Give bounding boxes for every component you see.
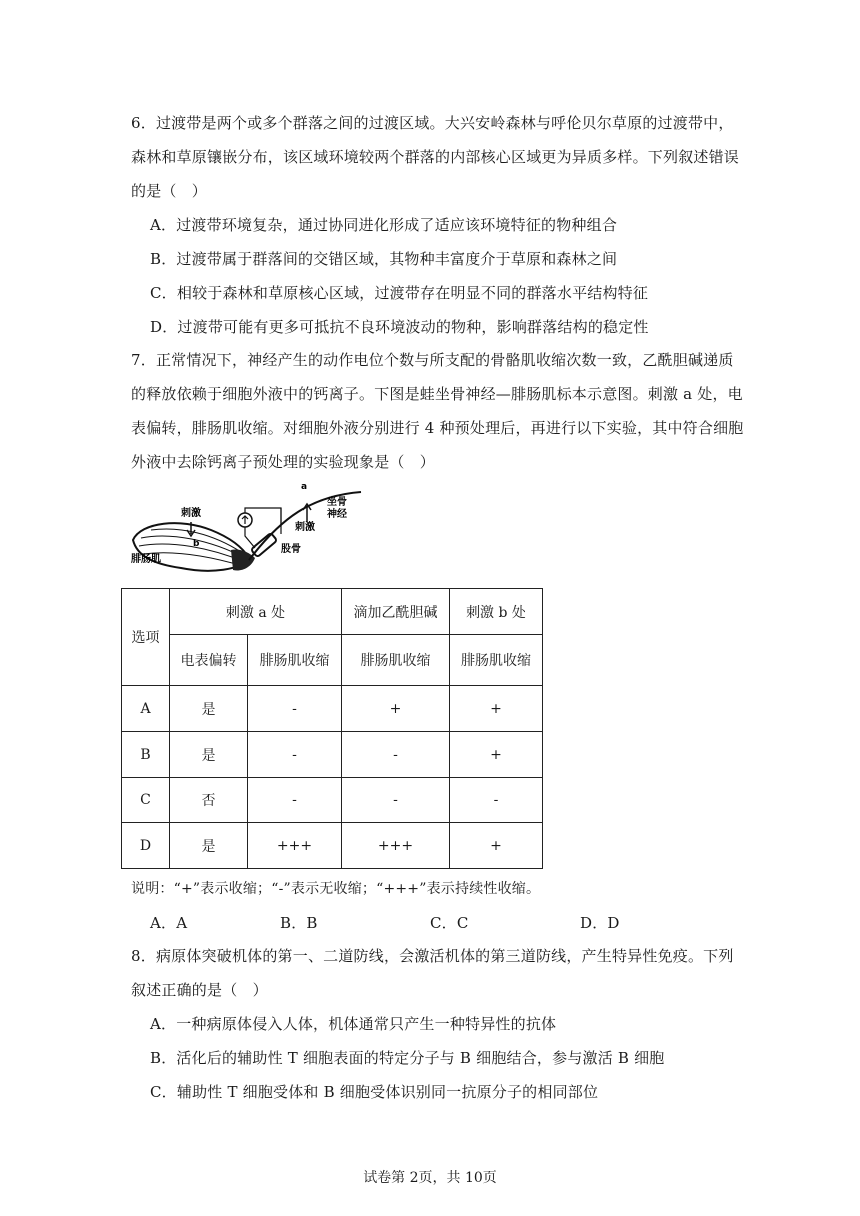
- label-sciatic-1: 坐骨: [327, 497, 347, 508]
- q7-line-2: 的释放依赖于细胞外液中的钙离子。下图是蛙坐骨神经—腓肠肌标本示意图。刺激 a 处，电: [131, 385, 743, 403]
- subheader-muscle-a: 腓肠肌收缩: [248, 635, 342, 686]
- table-row: [122, 686, 543, 732]
- q7-line-3: 表偏转，腓肠肌收缩。对细胞外液分别进行 4 种预处理后，再进行以下实验，其中符合细胞: [131, 419, 744, 437]
- q7-choice-b: B．B: [280, 914, 318, 932]
- q7-choice-c: C．C: [430, 914, 469, 932]
- cell: +: [450, 686, 543, 732]
- cell: B: [122, 732, 170, 778]
- nerve-muscle-diagram: [131, 478, 363, 578]
- label-stimulus-right: 刺激: [295, 522, 315, 533]
- cell: -: [342, 732, 450, 778]
- cell: C: [122, 778, 170, 823]
- label-a: a: [301, 482, 308, 492]
- cell: -: [450, 778, 543, 823]
- q6-line-3: 的是（ ）: [131, 182, 208, 200]
- cell: 是: [170, 686, 248, 732]
- table-note: 说明：“+”表示收缩；“-”表示无收缩；“+++”表示持续性收缩。: [131, 881, 541, 897]
- q6-line-2: 森林和草原镶嵌分布，该区域环境较两个群落的内部核心区域更为异质多样。下列叙述错误: [131, 148, 740, 166]
- cell: +: [450, 732, 543, 778]
- q6-option-a: A．过渡带环境复杂，通过协同进化形成了适应该环境特征的物种组合: [150, 216, 618, 234]
- table-row: [122, 732, 543, 778]
- cell: +++: [342, 823, 450, 869]
- cell: -: [248, 686, 342, 732]
- subheader-muscle-b: 腓肠肌收缩: [450, 635, 543, 686]
- q8-option-c: C．辅助性 T 细胞受体和 B 细胞受体识别同一抗原分子的相同部位: [150, 1083, 599, 1101]
- q6-line-1: 6．过渡带是两个或多个群落之间的过渡区域。大兴安岭森林与呼伦贝尔草原的过渡带中，: [131, 114, 734, 132]
- cell: -: [248, 778, 342, 823]
- header-stimulate-a: 刺激 a 处: [170, 589, 342, 635]
- label-b: b: [193, 539, 200, 549]
- q7-choice-a: A．A: [150, 914, 188, 932]
- q8-option-b: B．活化后的辅助性 T 细胞表面的特定分子与 B 细胞结合，参与激活 B 细胞: [150, 1049, 665, 1067]
- q6-option-d: D．过渡带可能有更多可抵抗不良环境波动的物种，影响群落结构的稳定性: [150, 318, 649, 336]
- q7-choice-d: D．D: [580, 914, 620, 932]
- cell: -: [342, 778, 450, 823]
- table-row: [122, 778, 543, 823]
- cell: 是: [170, 823, 248, 869]
- cell: D: [122, 823, 170, 869]
- label-gastrocnemius: 腓肠肌: [131, 554, 161, 565]
- subheader-meter: 电表偏转: [170, 635, 248, 686]
- q8-line-2: 叙述正确的是（ ）: [131, 981, 268, 999]
- q7-line-1: 7．正常情况下，神经产生的动作电位个数与所支配的骨骼肌收缩次数一致，乙酰胆碱递质: [131, 351, 734, 369]
- subheader-muscle-ach: 腓肠肌收缩: [342, 635, 450, 686]
- q8-line-1: 8．病原体突破机体的第一、二道防线，会激活机体的第三道防线，产生特异性免疫。下列: [131, 947, 734, 965]
- label-stimulus-left: 刺激: [181, 508, 201, 519]
- cell: +: [450, 823, 543, 869]
- cell: +++: [248, 823, 342, 869]
- header-stimulate-b: 刺激 b 处: [450, 589, 543, 635]
- q8-option-a: A．一种病原体侵入人体，机体通常只产生一种特异性的抗体: [150, 1015, 557, 1033]
- cell: 是: [170, 732, 248, 778]
- cell: +: [342, 686, 450, 732]
- cell: A: [122, 686, 170, 732]
- experiment-table: [121, 588, 543, 869]
- cell: 否: [170, 778, 248, 823]
- q7-line-4: 外液中去除钙离子预处理的实验现象是（ ）: [131, 453, 436, 471]
- label-sciatic-2: 神经: [327, 509, 347, 520]
- label-femur: 股骨: [281, 544, 301, 555]
- table-row: [122, 823, 543, 869]
- q6-option-c: C．相较于森林和草原核心区域，过渡带存在明显不同的群落水平结构特征: [150, 284, 649, 302]
- header-option: 选项: [122, 589, 170, 686]
- q6-option-b: B．过渡带属于群落间的交错区域，其物种丰富度介于草原和森林之间: [150, 250, 618, 268]
- cell: -: [248, 732, 342, 778]
- header-acetylcholine: 滴加乙酰胆碱: [342, 589, 450, 635]
- page-footer: 试卷第 2页，共 10页: [363, 1170, 497, 1186]
